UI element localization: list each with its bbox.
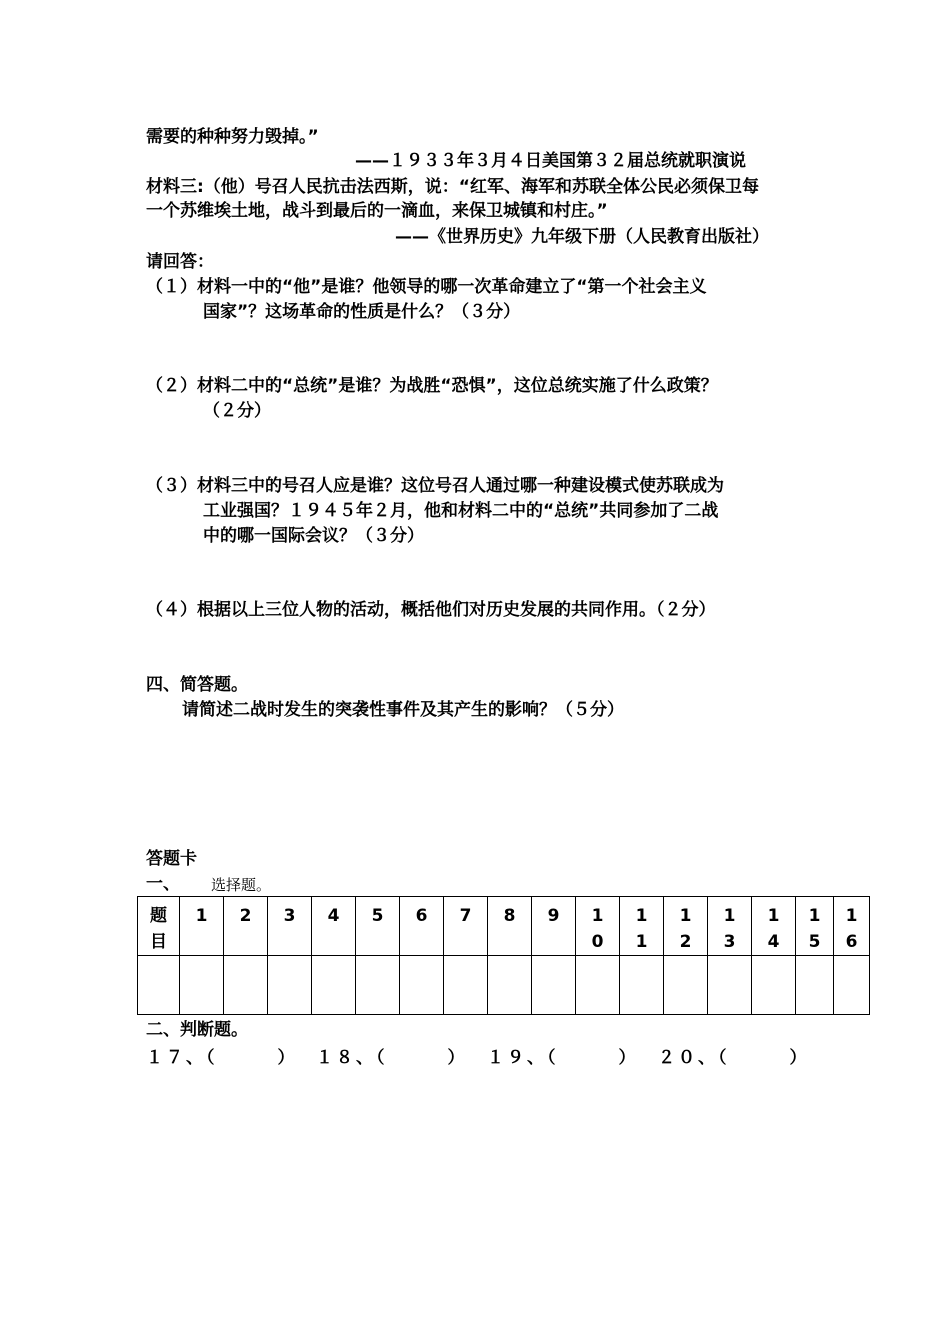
section-1-number: 一、 — [146, 874, 180, 894]
material2-source: ——１９３３年３月４日美国第３２届总统就职演说 — [355, 151, 746, 171]
question-number-cell: 1 4 — [752, 897, 796, 956]
true-false-item-20[interactable]: ２０、（ ） — [658, 1048, 810, 1068]
question-number-cell: 1 0 — [576, 897, 620, 956]
answer-card-title: 答题卡 — [146, 849, 197, 869]
question-2-line2: （２分） — [203, 401, 271, 421]
answer-table-header-row — [138, 897, 870, 956]
question-number-cell: 1 5 — [796, 897, 834, 956]
section-4-question: 请简述二战时发生的突袭性事件及其产生的影响？（５分） — [182, 700, 624, 720]
question-number-cell: 1 1 — [620, 897, 664, 956]
answer-cell[interactable] — [180, 956, 224, 1015]
question-number-cell: 7 — [444, 897, 488, 956]
question-number-cell: 5 — [356, 897, 400, 956]
question-2-line1: （２）材料二中的“总统”是谁？为战胜“恐惧”，这位总统实施了什么政策？ — [146, 376, 718, 396]
material2-tail: 需要的种种努力毁掉。” — [146, 127, 319, 147]
question-3-line3: 中的哪一国际会议？（３分） — [203, 526, 424, 546]
true-false-item-18[interactable]: １８、（ ） — [316, 1048, 468, 1068]
material3-source: ——《世界历史》九年级下册（人民教育出版社） — [395, 227, 769, 247]
question-3-line2: 工业强国？１９４５年２月，他和材料二中的“总统”共同参加了二战 — [203, 501, 719, 521]
answer-cell[interactable] — [224, 956, 268, 1015]
answer-cell[interactable] — [620, 956, 664, 1015]
answer-cell[interactable] — [356, 956, 400, 1015]
answer-label-cell — [138, 956, 180, 1015]
question-number-cell: 1 2 — [664, 897, 708, 956]
question-1-line1: （１）材料一中的“他”是谁？他领导的哪一次革命建立了“第一个社会主义 — [146, 277, 707, 297]
question-number-cell: 8 — [488, 897, 532, 956]
material3-line1: 材料三:（他）号召人民抗击法西斯，说：“红军、海军和苏联全体公民必须保卫每 — [146, 177, 759, 197]
answer-table-header-label: 题 目 — [138, 897, 180, 956]
question-number-cell: 2 — [224, 897, 268, 956]
material3-line2: 一个苏维埃土地，战斗到最后的一滴血，来保卫城镇和村庄。” — [146, 201, 608, 221]
question-number-cell: 9 — [532, 897, 576, 956]
section-2-title: 二、判断题。 — [146, 1020, 248, 1040]
question-3-line1: （３）材料三中的号召人应是谁？这位号召人通过哪一种建设模式使苏联成为 — [146, 476, 724, 496]
answer-cell[interactable] — [664, 956, 708, 1015]
answer-cell[interactable] — [796, 956, 834, 1015]
answer-cell[interactable] — [400, 956, 444, 1015]
answer-cell[interactable] — [444, 956, 488, 1015]
question-number-cell: 3 — [268, 897, 312, 956]
question-number-cell: 1 3 — [708, 897, 752, 956]
question-number-cell: 6 — [400, 897, 444, 956]
section-4-title: 四、简答题。 — [146, 675, 248, 695]
answer-table — [137, 896, 870, 1015]
answer-cell[interactable] — [312, 956, 356, 1015]
answer-cell[interactable] — [268, 956, 312, 1015]
answer-prompt: 请回答： — [146, 252, 214, 272]
question-4: （４）根据以上三位人物的活动，概括他们对历史发展的共同作用。（２分） — [146, 600, 716, 620]
question-number-cell: 1 6 — [834, 897, 870, 956]
question-number-cell: 4 — [312, 897, 356, 956]
question-1-line2: 国家”？这场革命的性质是什么？（３分） — [203, 302, 521, 322]
true-false-item-17[interactable]: １７、（ ） — [146, 1048, 298, 1068]
answer-table-answer-row — [138, 956, 870, 1015]
answer-cell[interactable] — [532, 956, 576, 1015]
section-1-label: 选择题。 — [211, 876, 272, 894]
question-number-cell: 1 — [180, 897, 224, 956]
answer-cell[interactable] — [576, 956, 620, 1015]
true-false-item-19[interactable]: １９、（ ） — [487, 1048, 639, 1068]
answer-cell[interactable] — [708, 956, 752, 1015]
answer-cell[interactable] — [834, 956, 870, 1015]
answer-cell[interactable] — [752, 956, 796, 1015]
answer-cell[interactable] — [488, 956, 532, 1015]
